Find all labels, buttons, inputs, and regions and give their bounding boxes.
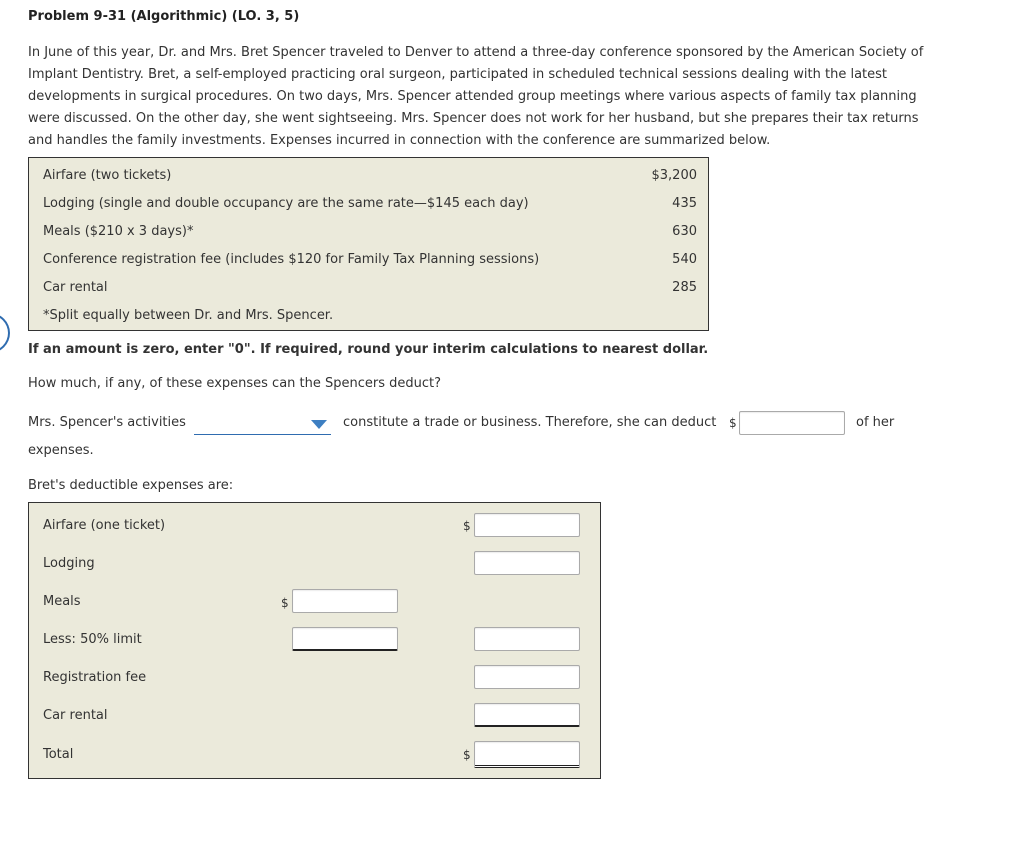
lodging-label: Lodging bbox=[43, 556, 95, 571]
description-line: developments in surgical procedures. On two days, Mrs. Spencer attended group meetings where various aspects of family tax planning bbox=[28, 89, 917, 104]
total-label: Total bbox=[43, 747, 74, 762]
expense-description: Conference registration fee (includes $120 for Family Tax Planning sessions) bbox=[43, 252, 540, 267]
expense-description: Meals ($210 x 3 days)* bbox=[43, 224, 194, 239]
meals-label: Meals bbox=[43, 594, 81, 609]
brets-expenses-label: Bret's deductible expenses are: bbox=[28, 478, 234, 493]
expense-footnote: *Split equally between Dr. and Mrs. Spencer. bbox=[43, 308, 334, 323]
description-line: Implant Dentistry. Bret, a self-employed practicing oral surgeon, participated in scheduled technical sessions dealing with the latest bbox=[28, 67, 888, 82]
expense-description: Airfare (two tickets) bbox=[43, 168, 172, 183]
airfare-input[interactable] bbox=[474, 513, 580, 537]
expense-row-airfare bbox=[43, 166, 697, 186]
airfare-label: Airfare (one ticket) bbox=[43, 518, 166, 533]
expenses-continuation-text: expenses. bbox=[28, 443, 94, 458]
trade-business-dropdown[interactable] bbox=[194, 412, 331, 435]
currency-symbol: $ bbox=[463, 519, 471, 533]
total-input[interactable] bbox=[474, 741, 580, 768]
expense-summary-table bbox=[28, 157, 709, 331]
currency-symbol: $ bbox=[729, 416, 737, 430]
car-rental-label: Car rental bbox=[43, 708, 108, 723]
description-line: and handles the family investments. Expenses incurred in connection with the conference are summarized below. bbox=[28, 133, 771, 148]
dropdown-caret-icon[interactable] bbox=[311, 420, 327, 429]
spencer-deduction-input[interactable] bbox=[739, 411, 845, 435]
spencer-activities-label: Mrs. Spencer's activities bbox=[28, 415, 186, 430]
expense-amount: 435 bbox=[672, 196, 697, 211]
meals-input[interactable] bbox=[292, 589, 398, 613]
description-line: were discussed. On the other day, she went sightseeing. Mrs. Spencer does not work for her husband, but she prepares their tax returns bbox=[28, 111, 919, 126]
meals-net-input[interactable] bbox=[474, 627, 580, 651]
expense-row-registration bbox=[43, 250, 697, 270]
car-rental-input[interactable] bbox=[474, 703, 580, 727]
expense-row-car-rental bbox=[43, 278, 697, 298]
registration-fee-input[interactable] bbox=[474, 665, 580, 689]
currency-symbol: $ bbox=[281, 596, 289, 610]
less-limit-input[interactable] bbox=[292, 627, 398, 651]
deduct-sentence-text: constitute a trade or business. Therefore, she can deduct bbox=[343, 415, 717, 430]
expense-row-meals bbox=[43, 222, 697, 242]
less-limit-label: Less: 50% limit bbox=[43, 632, 142, 647]
expense-description: Car rental bbox=[43, 280, 108, 295]
expense-amount: 540 bbox=[672, 252, 697, 267]
currency-symbol: $ bbox=[463, 748, 471, 762]
expense-row-lodging bbox=[43, 194, 697, 214]
lodging-input[interactable] bbox=[474, 551, 580, 575]
expense-amount: $3,200 bbox=[651, 168, 697, 183]
problem-description bbox=[28, 42, 968, 152]
problem-title: Problem 9-31 (Algorithmic) (LO. 3, 5) bbox=[28, 9, 300, 24]
of-her-text: of her bbox=[856, 415, 895, 430]
expense-description: Lodging (single and double occupancy are the same rate—$145 each day) bbox=[43, 196, 529, 211]
expense-amount: 285 bbox=[672, 280, 697, 295]
expense-amount: 630 bbox=[672, 224, 697, 239]
instructions: If an amount is zero, enter "0". If required, round your interim calculations to nearest dollar. bbox=[28, 342, 709, 357]
registration-fee-label: Registration fee bbox=[43, 670, 147, 685]
question-text: How much, if any, of these expenses can the Spencers deduct? bbox=[28, 376, 442, 391]
description-line: In June of this year, Dr. and Mrs. Bret Spencer traveled to Denver to attend a three-day conference sponsored by the American Society of bbox=[28, 45, 924, 60]
brets-deduction-table bbox=[28, 502, 601, 779]
question-marker-bracket bbox=[0, 313, 10, 353]
